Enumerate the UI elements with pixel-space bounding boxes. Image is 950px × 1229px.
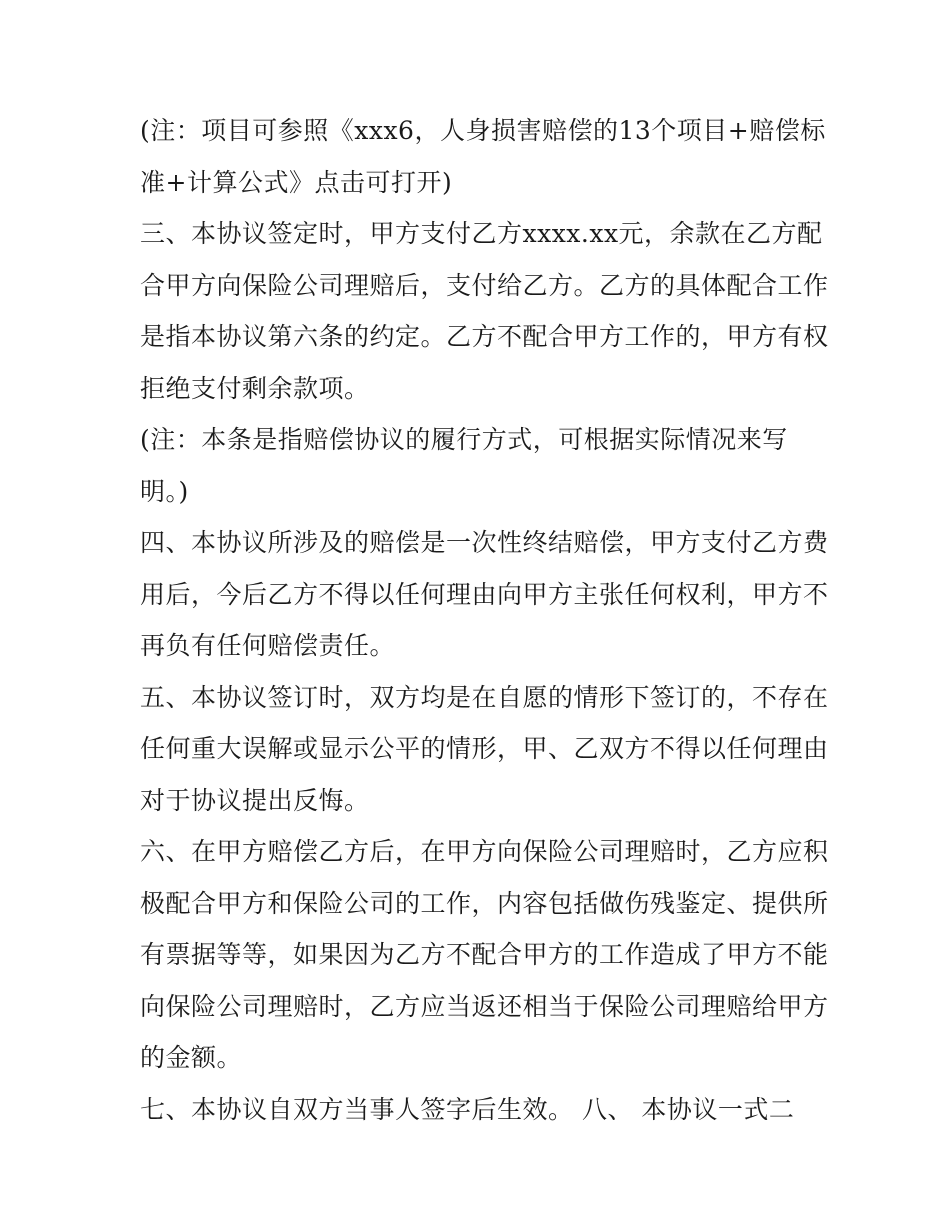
clause-3-paragraph — [140, 208, 829, 414]
note-clause-3-paragraph — [140, 414, 820, 517]
text-line: 任何重大误解或显示公平的情形，甲、乙双方不得以任何理由 — [140, 734, 829, 763]
note-items-paragraph — [140, 105, 826, 208]
text-line: 向保险公司理赔时，乙方应当返还相当于保险公司理赔给甲方 — [140, 991, 829, 1021]
text-line: 四、本协议所涉及的赔偿是一次性终结赔偿，甲方支付乙方费 — [140, 528, 829, 557]
text-line: (注：项目可参照《xxx6，人身损害赔偿的13个项目+赔偿标 — [140, 116, 826, 145]
text-line: 再负有任何赔偿责任。 — [140, 631, 396, 660]
text-line: 准+计算公式》点击可打开) — [140, 167, 453, 197]
text-line: 是指本协议第六条的约定。乙方不配合甲方工作的，甲方有权 — [140, 322, 829, 351]
text-line: 明。) — [140, 476, 189, 506]
text-line: 极配合甲方和保险公司的工作，内容包括做伤残鉴定、提供所 — [140, 888, 829, 918]
text-line: 拒绝支付剩余款项。 — [140, 373, 370, 403]
text-line: 三、本协议签定时，甲方支付乙方xxxx.xx元，余款在乙方配 — [140, 219, 823, 248]
clause-5-paragraph — [140, 672, 829, 827]
text-line: 六、在甲方赔偿乙方后，在甲方向保险公司理赔时，乙方应积 — [140, 837, 829, 866]
text-line: 有票据等等，如果因为乙方不配合甲方的工作造成了甲方不能 — [140, 940, 829, 969]
text-line: 五、本协议签订时，双方均是在自愿的情形下签订的，不存在 — [140, 682, 829, 712]
text-line: (注：本条是指赔偿协议的履行方式，可根据实际情况来写 — [140, 425, 788, 454]
text-line: 用后，今后乙方不得以任何理由向甲方主张任何权利，甲方不 — [140, 579, 829, 609]
text-line: 七、本协议自双方当事人签字后生效。 八、 本协议一式二 — [140, 1094, 795, 1124]
document-body — [140, 105, 829, 1135]
clause-7-8-paragraph — [140, 1084, 820, 1136]
text-line: 的金额。 — [140, 1043, 243, 1072]
text-line: 合甲方向保险公司理赔后，支付给乙方。乙方的具体配合工作 — [140, 270, 829, 300]
clause-4-paragraph — [140, 517, 829, 672]
clause-6-paragraph — [140, 826, 829, 1084]
text-line: 对于协议提出反悔。 — [140, 785, 370, 815]
